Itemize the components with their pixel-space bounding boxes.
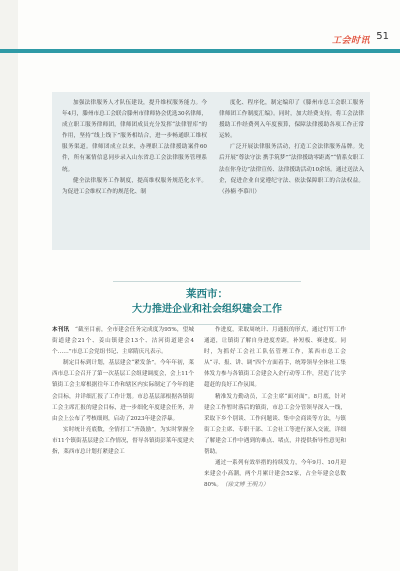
article-paragraph bbox=[52, 325, 194, 358]
article-title-block bbox=[113, 281, 301, 325]
page-gutter bbox=[0, 0, 18, 571]
article-lead: 本刊讯 bbox=[52, 327, 70, 333]
article-title-line-2: 大力推进企业和社会组织建会工作 bbox=[132, 304, 282, 315]
article-column-right bbox=[204, 325, 346, 491]
previous-article-panel bbox=[52, 92, 370, 250]
panel-paragraph: 加强法律服务人才队伍建设，提升维权服务能力。今年4月，滕州市总工会联合滕州市律师协会优选30名律师，成立职工服务律师团，律师团成员充分发挥“法律智库”的作用，坚持“线上线下”服务相结合，进一步畅通职工维权服务渠道。律师团成立以来，办理职工法律援助案件60件，所有案情信息同步录入山东省总工会法律服务管理系统。 bbox=[62, 100, 207, 173]
panel-paragraph: 健全法律服务工作制度，提高维权服务规范化水平。为促进工会维权工作的规范化、制 bbox=[62, 177, 207, 195]
article-paragraph bbox=[204, 458, 346, 491]
panel-column-left bbox=[62, 98, 207, 198]
article-paragraph: 精准发力勤动员，工会主席“面对面”。8月底，针对建会工作暂时落后的镇街，市总工会分管领导深入一线，采取下乡个别谈、工作问题谈、集中会商谈等方法，与镇街工会主席、专职干部、工会社工等进行深入交流，详细了解建会工作中遇到的难点、堵点，并提供指导性意见和帮助。 bbox=[204, 393, 346, 456]
panel-column-right bbox=[219, 98, 364, 198]
page-number: 51 bbox=[376, 31, 389, 42]
panel-paragraph: 度化、程序化，制定编印了《滕州市总工会职工服务律师团工作制度汇编》。同时，加大经费支持，将工会法律援助工作经费列入年度预算，保障法律援助各项工作正常运转。 bbox=[219, 100, 364, 140]
section-brand: 工会时讯 bbox=[331, 36, 370, 46]
article-paragraph-text: “截至目前，全市建会任务完成度为95%，望城街道建会21个、姜山镇建会13个、沽河街道建会4个……”市总工会党组书记、主席隋庆凡表示。 bbox=[52, 327, 194, 356]
article-paragraph: 实时统计亮底数，全情打工“齐鼓励”。为实时掌握全市11个镇街基层建会工作情况，督导各镇街彭莱年度建夫指，莱西市总计划打紧建会工 bbox=[52, 426, 194, 456]
panel-paragraph: 广泛开展法律服务活动，打造工会法律服务品牌。先后开展“尊法守法 携手筑梦”“法律援助零距离”“情系女职工法在你身边”法律宣传、法律援助活动10余场。通过送法入企，促进企业自觉遵纪守法、依法保障职工的合法权益。（孙楠 李慕川） bbox=[219, 144, 364, 195]
header-rule bbox=[0, 49, 400, 53]
article-title-line-1: 莱西市： bbox=[186, 288, 228, 300]
article-column-left bbox=[52, 325, 194, 458]
article-author: （徐文博 王明力） bbox=[222, 482, 269, 489]
article-paragraph: 作进度，采取周统计、月通报的形式，通过钉钉工作通道，让镇街了解自身进度差距，补短板、赛进度。同时，为抓好工会社工队伍管理工作，莱西市总工会从“寻、报、讲、调”四个方面着手，统筹领导全体社工集体发力参与各镇街工会建会入企行动等工作，营造了比学超赶的良好工作氛围。 bbox=[204, 327, 346, 389]
article-paragraph: 制定目标到计划，基层建会“紧发条”。今年年初，莱西市总工会召开了第一次基层工会组建调度会，会上11个镇街工会主席根据往年工作和辖区内实际制定了今年的建会目标，并详细汇报了工作计划。市总基层部根据各镇街工会主席汇报的建会目标，进一步细化年度建会任务，并由会上公布了考核细则，启动了2023年建会浮暴。 bbox=[52, 360, 194, 422]
article-paragraph-text: 通过一系列有效举措的持续发力，今年9月、10月迎来建会小高潮，两个月累计建会52家，占全年建会总数80%。 bbox=[204, 460, 346, 489]
